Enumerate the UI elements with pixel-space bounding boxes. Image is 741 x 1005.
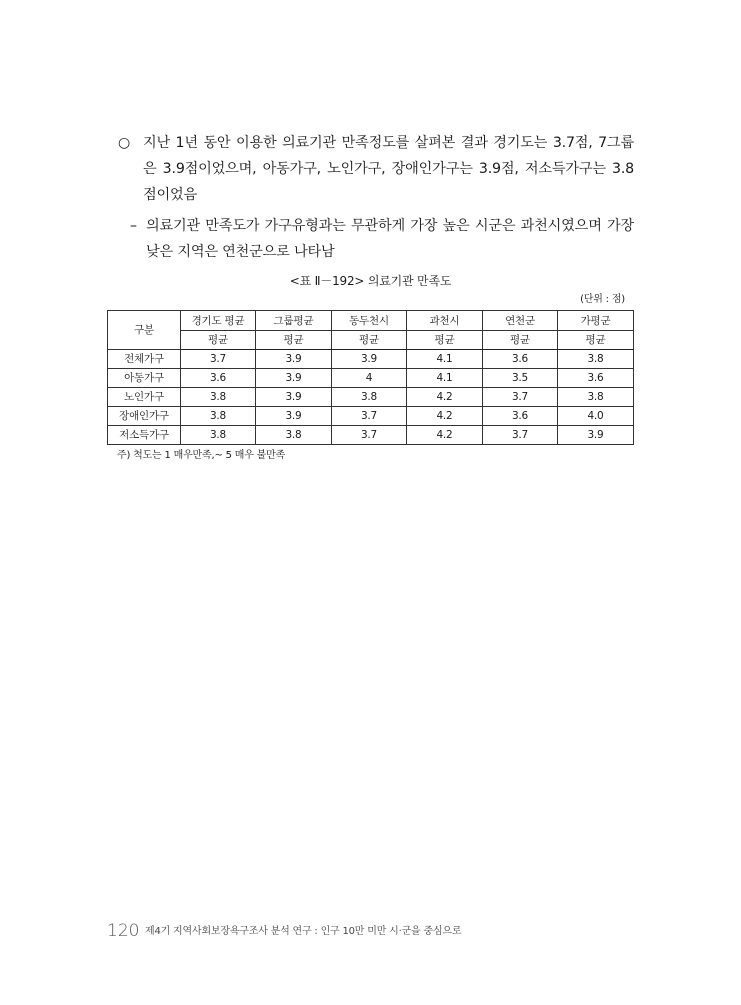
paragraph-line: 은 3.9점이었으며, 아동가구, 노인가구, 장애인가구는 3.9점, 저소득가구는 3.8 bbox=[143, 161, 634, 177]
table-row bbox=[108, 407, 634, 426]
table-cell: 4.1 bbox=[407, 350, 483, 369]
table-cell: 3.9 bbox=[332, 350, 407, 369]
table-cell: 3.8 bbox=[181, 388, 256, 407]
column-header: 연천군 bbox=[483, 311, 558, 331]
sub-header: 평균 bbox=[483, 331, 558, 350]
table-title: <표 Ⅱ－192> 의료기관 만족도 bbox=[289, 274, 452, 288]
table-cell: 3.9 bbox=[558, 426, 634, 445]
table-cell: 3.7 bbox=[483, 388, 558, 407]
table-row bbox=[108, 350, 634, 369]
table-unit: (단위 : 점) bbox=[580, 294, 625, 305]
table-cell: 3.7 bbox=[332, 426, 407, 445]
sub-header: 평균 bbox=[407, 331, 483, 350]
table-cell: 3.7 bbox=[332, 407, 407, 426]
running-footer: 제4기 지역사회보장욕구조사 분석 연구 : 인구 10만 미만 시·군을 중심으로 bbox=[145, 926, 462, 937]
table-cell: 3.8 bbox=[256, 426, 332, 445]
table-cell: 3.6 bbox=[483, 350, 558, 369]
sub-header: 평균 bbox=[332, 331, 407, 350]
table-cell: 3.8 bbox=[558, 388, 634, 407]
table-cell: 4 bbox=[332, 369, 407, 388]
column-header: 과천시 bbox=[407, 311, 483, 331]
page-number: 120 bbox=[107, 921, 140, 941]
dash-bullet: – bbox=[130, 218, 137, 234]
table-row bbox=[108, 388, 634, 407]
paragraph-line: 지난 1년 동안 이용한 의료기관 만족정도를 살펴본 결과 경기도는 3.7점, 7그룹 bbox=[143, 135, 634, 151]
table-cell: 3.7 bbox=[181, 350, 256, 369]
table-cell: 3.6 bbox=[483, 407, 558, 426]
table-cell: 4.1 bbox=[407, 369, 483, 388]
table-cell: 4.2 bbox=[407, 407, 483, 426]
sub-header: 평균 bbox=[181, 331, 256, 350]
corner-header: 구분 bbox=[108, 311, 181, 350]
paragraph-line: 점이었음 bbox=[143, 187, 198, 203]
sub-header: 평균 bbox=[256, 331, 332, 350]
table-cell: 3.8 bbox=[558, 350, 634, 369]
sub-header: 평균 bbox=[558, 331, 634, 350]
paragraph-line: 낮은 지역은 연천군으로 나타남 bbox=[146, 244, 335, 260]
row-label: 아동가구 bbox=[108, 369, 181, 388]
column-header: 동두천시 bbox=[332, 311, 407, 331]
table-cell: 3.6 bbox=[181, 369, 256, 388]
table-cell: 3.9 bbox=[256, 350, 332, 369]
table-row bbox=[108, 426, 634, 445]
row-label: 노인가구 bbox=[108, 388, 181, 407]
table-cell: 3.8 bbox=[181, 407, 256, 426]
table-cell: 3.9 bbox=[256, 369, 332, 388]
table-cell: 4.0 bbox=[558, 407, 634, 426]
row-label: 장애인가구 bbox=[108, 407, 181, 426]
table-cell: 4.2 bbox=[407, 388, 483, 407]
table-cell: 4.2 bbox=[407, 426, 483, 445]
column-header: 경기도 평균 bbox=[181, 311, 256, 331]
column-header: 그룹평균 bbox=[256, 311, 332, 331]
satisfaction-table bbox=[107, 310, 634, 445]
row-label: 전체가구 bbox=[108, 350, 181, 369]
table-cell: 3.9 bbox=[256, 407, 332, 426]
table-cell: 3.5 bbox=[483, 369, 558, 388]
table-cell: 3.8 bbox=[181, 426, 256, 445]
table-cell: 3.6 bbox=[558, 369, 634, 388]
table-cell: 3.7 bbox=[483, 426, 558, 445]
paragraph-line: 의료기관 만족도가 가구유형과는 무관하게 가장 높은 시군은 과천시였으며 가장 bbox=[146, 218, 634, 234]
table-cell: 3.9 bbox=[256, 388, 332, 407]
column-header: 가평군 bbox=[558, 311, 634, 331]
table-row bbox=[108, 369, 634, 388]
table-cell: 3.8 bbox=[332, 388, 407, 407]
circle-bullet: ○ bbox=[118, 135, 131, 151]
row-label: 저소득가구 bbox=[108, 426, 181, 445]
table-note: 주) 척도는 1 매우만족,~ 5 매우 불만족 bbox=[117, 450, 286, 461]
